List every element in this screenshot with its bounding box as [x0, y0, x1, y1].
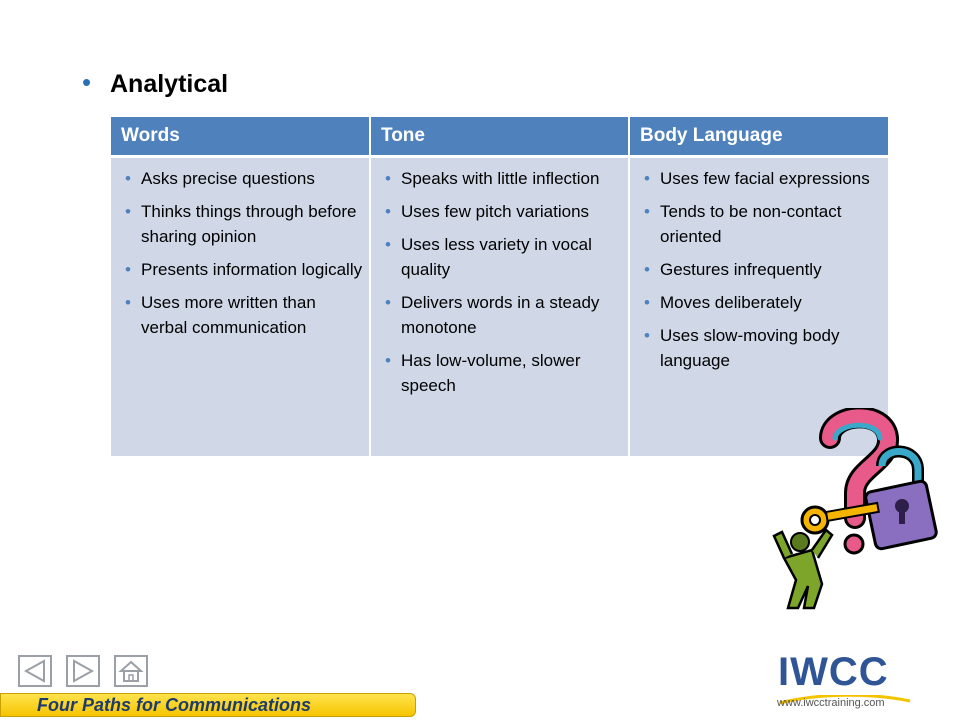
column-header-tone: Tone — [370, 117, 629, 157]
footer-banner — [0, 693, 416, 717]
home-icon — [118, 659, 144, 683]
heading-text: Analytical — [110, 70, 229, 98]
list-item: • Uses more written than verbal communication — [121, 290, 363, 340]
column-header-body-language: Body Language — [629, 117, 888, 157]
body-language-list — [640, 166, 882, 373]
previous-icon — [22, 659, 48, 683]
words-cell — [111, 157, 370, 457]
list-item: • Uses few facial expressions — [640, 166, 882, 191]
tone-cell — [370, 157, 629, 457]
home-button[interactable] — [114, 655, 148, 687]
list-item: • Tends to be non-contact oriented — [640, 199, 882, 249]
list-item: • Moves deliberately — [640, 290, 882, 315]
table-header-row — [111, 117, 888, 157]
list-item: • Speaks with little inflection — [381, 166, 622, 191]
previous-button[interactable] — [18, 655, 52, 687]
list-item: • Gestures infrequently — [640, 257, 882, 282]
list-item: • Uses less variety in vocal quality — [381, 232, 622, 282]
list-item: • Presents information logically — [121, 257, 363, 282]
column-header-words: Words — [111, 117, 370, 157]
footer-title: Four Paths for Communications — [37, 695, 312, 715]
list-item: • Uses slow-moving body language — [640, 323, 882, 373]
list-item: • Asks precise questions — [121, 166, 363, 191]
list-item: • Thinks things through before sharing opinion — [121, 199, 363, 249]
heading-bullet: • — [82, 66, 92, 97]
key-lock-question-icon — [770, 408, 940, 613]
website-url[interactable]: www.iwcctraining.com — [777, 697, 885, 709]
next-button[interactable] — [66, 655, 100, 687]
slide-heading — [82, 66, 229, 99]
words-list — [121, 166, 363, 340]
tone-list — [381, 166, 622, 398]
logo-text: IWCC — [778, 650, 889, 694]
communication-table — [111, 117, 888, 456]
list-item: • Has low-volume, slower speech — [381, 348, 622, 398]
list-item: • Delivers words in a steady monotone — [381, 290, 622, 340]
next-icon — [70, 659, 96, 683]
list-item: • Uses few pitch variations — [381, 199, 622, 224]
